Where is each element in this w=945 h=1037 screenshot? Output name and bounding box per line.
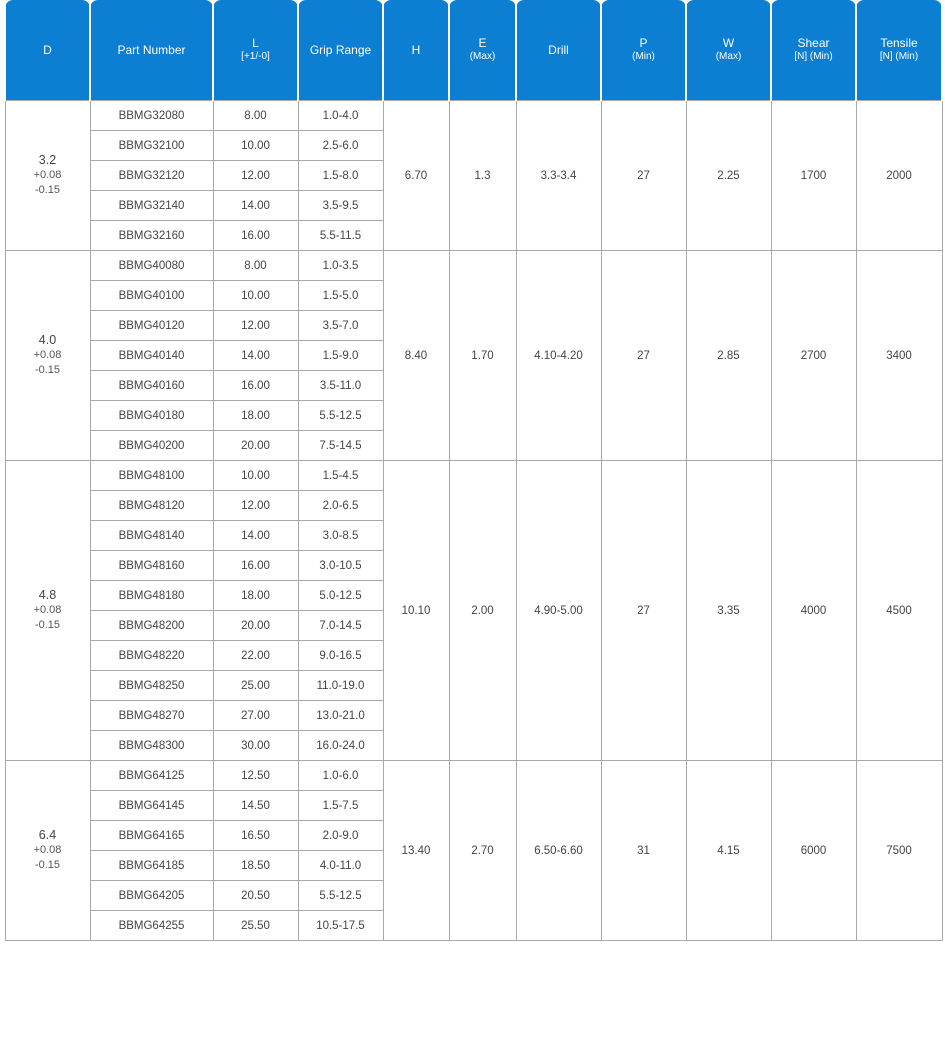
column-header	[516, 0, 601, 101]
e-max-cell: 2.00	[449, 461, 516, 761]
grip-range-cell: 13.0-21.0	[298, 701, 383, 731]
tensile-cell: 3400	[856, 251, 942, 461]
diameter-tolerance-minus: -0.15	[34, 619, 61, 631]
column-header	[383, 0, 449, 101]
column-header-label: Drill	[548, 43, 569, 57]
part-number-cell: BBMG64165	[90, 821, 213, 851]
column-header-label: Part Number	[117, 43, 186, 57]
diameter-tolerance-plus: +0.08	[33, 604, 62, 616]
shear-cell: 4000	[771, 461, 856, 761]
part-number-cell: BBMG32080	[90, 101, 213, 131]
diameter-tolerance-plus: +0.08	[33, 169, 62, 181]
part-number-cell: BBMG48140	[90, 521, 213, 551]
grip-range-cell: 5.0-12.5	[298, 581, 383, 611]
grip-range-cell: 2.0-9.0	[298, 821, 383, 851]
column-header-label: H	[411, 43, 421, 57]
diameter-cell	[5, 761, 90, 941]
grip-range-cell: 3.0-8.5	[298, 521, 383, 551]
column-header-unit: (Max)	[469, 51, 496, 62]
grip-range-cell: 9.0-16.5	[298, 641, 383, 671]
grip-range-cell: 2.0-6.5	[298, 491, 383, 521]
head-h-cell: 6.70	[383, 101, 449, 251]
column-header	[213, 0, 298, 101]
length-cell: 12.00	[213, 161, 298, 191]
length-cell: 25.00	[213, 671, 298, 701]
length-cell: 10.00	[213, 131, 298, 161]
length-cell: 22.00	[213, 641, 298, 671]
length-cell: 14.00	[213, 341, 298, 371]
part-number-cell: BBMG64125	[90, 761, 213, 791]
grip-range-cell: 3.5-11.0	[298, 371, 383, 401]
tensile-cell: 4500	[856, 461, 942, 761]
part-number-cell: BBMG48200	[90, 611, 213, 641]
part-number-cell: BBMG40100	[90, 281, 213, 311]
grip-range-cell: 11.0-19.0	[298, 671, 383, 701]
diameter-tolerance-plus: +0.08	[33, 349, 62, 361]
length-cell: 30.00	[213, 731, 298, 761]
drill-cell: 4.10-4.20	[516, 251, 601, 461]
length-cell: 16.00	[213, 551, 298, 581]
part-number-cell: BBMG48180	[90, 581, 213, 611]
grip-range-cell: 4.0-11.0	[298, 851, 383, 881]
grip-range-cell: 1.5-7.5	[298, 791, 383, 821]
grip-range-cell: 1.0-6.0	[298, 761, 383, 791]
diameter-cell	[5, 101, 90, 251]
grip-range-cell: 1.5-9.0	[298, 341, 383, 371]
diameter-cell	[5, 461, 90, 761]
p-min-cell: 27	[601, 251, 686, 461]
w-max-cell: 3.35	[686, 461, 771, 761]
drill-cell: 3.3-3.4	[516, 101, 601, 251]
rivet-spec-table-wrap	[4, 0, 941, 941]
grip-range-cell: 5.5-11.5	[298, 221, 383, 251]
length-cell: 20.50	[213, 881, 298, 911]
e-max-cell: 2.70	[449, 761, 516, 941]
tensile-cell: 2000	[856, 101, 942, 251]
part-number-cell: BBMG48160	[90, 551, 213, 581]
length-cell: 14.00	[213, 521, 298, 551]
drill-cell: 6.50-6.60	[516, 761, 601, 941]
column-header-label: Grip Range	[309, 43, 372, 57]
part-number-cell: BBMG40180	[90, 401, 213, 431]
table-row	[5, 761, 942, 791]
column-header-label: E	[478, 36, 487, 50]
grip-range-cell: 1.5-8.0	[298, 161, 383, 191]
part-number-cell: BBMG48270	[90, 701, 213, 731]
part-number-cell: BBMG48100	[90, 461, 213, 491]
table-row	[5, 101, 942, 131]
column-header-unit: [+1/-0]	[241, 51, 270, 62]
grip-range-cell: 3.0-10.5	[298, 551, 383, 581]
column-header-unit: (Min)	[632, 51, 655, 62]
rivet-spec-table	[4, 0, 943, 941]
diameter-tolerance-minus: -0.15	[34, 364, 61, 376]
part-number-cell: BBMG48250	[90, 671, 213, 701]
diameter-value: 6.4	[38, 828, 57, 842]
w-max-cell: 2.25	[686, 101, 771, 251]
grip-range-cell: 7.5-14.5	[298, 431, 383, 461]
column-header	[298, 0, 383, 101]
head-h-cell: 13.40	[383, 761, 449, 941]
diameter-cell	[5, 251, 90, 461]
part-number-cell: BBMG40080	[90, 251, 213, 281]
shear-cell: 1700	[771, 101, 856, 251]
grip-range-cell: 3.5-7.0	[298, 311, 383, 341]
part-number-cell: BBMG40120	[90, 311, 213, 341]
grip-range-cell: 7.0-14.5	[298, 611, 383, 641]
column-header-label: D	[43, 43, 52, 57]
grip-range-cell: 1.5-5.0	[298, 281, 383, 311]
length-cell: 16.50	[213, 821, 298, 851]
drill-cell: 4.90-5.00	[516, 461, 601, 761]
length-cell: 14.00	[213, 191, 298, 221]
length-cell: 12.00	[213, 311, 298, 341]
p-min-cell: 27	[601, 101, 686, 251]
tensile-cell: 7500	[856, 761, 942, 941]
table-header	[5, 0, 942, 101]
grip-range-cell: 5.5-12.5	[298, 881, 383, 911]
grip-range-cell: 1.0-4.0	[298, 101, 383, 131]
w-max-cell: 4.15	[686, 761, 771, 941]
grip-range-cell: 1.0-3.5	[298, 251, 383, 281]
part-number-cell: BBMG32140	[90, 191, 213, 221]
column-header-unit: [N] (Min)	[794, 51, 833, 62]
column-header-unit: (Max)	[715, 51, 742, 62]
column-header-label: Tensile	[880, 36, 918, 50]
length-cell: 18.50	[213, 851, 298, 881]
diameter-tolerance-minus: -0.15	[34, 184, 61, 196]
part-number-cell: BBMG32120	[90, 161, 213, 191]
head-h-cell: 8.40	[383, 251, 449, 461]
table-body	[5, 101, 942, 941]
part-number-cell: BBMG48300	[90, 731, 213, 761]
column-header-label: P	[639, 36, 648, 50]
length-cell: 10.00	[213, 281, 298, 311]
length-cell: 16.00	[213, 221, 298, 251]
length-cell: 18.00	[213, 581, 298, 611]
length-cell: 12.50	[213, 761, 298, 791]
part-number-cell: BBMG64205	[90, 881, 213, 911]
w-max-cell: 2.85	[686, 251, 771, 461]
header-row	[5, 0, 942, 101]
grip-range-cell: 1.5-4.5	[298, 461, 383, 491]
p-min-cell: 31	[601, 761, 686, 941]
column-header	[5, 0, 90, 101]
column-header-label: W	[722, 36, 735, 50]
length-cell: 8.00	[213, 101, 298, 131]
column-header	[601, 0, 686, 101]
column-header-label: L	[252, 36, 259, 50]
part-number-cell: BBMG64255	[90, 911, 213, 941]
grip-range-cell: 10.5-17.5	[298, 911, 383, 941]
grip-range-cell: 5.5-12.5	[298, 401, 383, 431]
part-number-cell: BBMG40200	[90, 431, 213, 461]
length-cell: 18.00	[213, 401, 298, 431]
diameter-tolerance-plus: +0.08	[33, 844, 62, 856]
table-row	[5, 461, 942, 491]
table-row	[5, 251, 942, 281]
length-cell: 10.00	[213, 461, 298, 491]
length-cell: 12.00	[213, 491, 298, 521]
diameter-tolerance-minus: -0.15	[34, 859, 61, 871]
length-cell: 20.00	[213, 611, 298, 641]
diameter-value: 4.0	[38, 333, 57, 347]
diameter-value: 3.2	[38, 153, 57, 167]
head-h-cell: 10.10	[383, 461, 449, 761]
length-cell: 27.00	[213, 701, 298, 731]
part-number-cell: BBMG32100	[90, 131, 213, 161]
column-header	[449, 0, 516, 101]
column-header-unit: [N] (Min)	[879, 51, 919, 62]
shear-cell: 2700	[771, 251, 856, 461]
column-header	[856, 0, 942, 101]
grip-range-cell: 2.5-6.0	[298, 131, 383, 161]
part-number-cell: BBMG48220	[90, 641, 213, 671]
column-header-label: Shear	[797, 36, 830, 50]
grip-range-cell: 16.0-24.0	[298, 731, 383, 761]
part-number-cell: BBMG40140	[90, 341, 213, 371]
length-cell: 14.50	[213, 791, 298, 821]
part-number-cell: BBMG40160	[90, 371, 213, 401]
shear-cell: 6000	[771, 761, 856, 941]
length-cell: 16.00	[213, 371, 298, 401]
column-header	[771, 0, 856, 101]
e-max-cell: 1.70	[449, 251, 516, 461]
column-header	[686, 0, 771, 101]
length-cell: 8.00	[213, 251, 298, 281]
p-min-cell: 27	[601, 461, 686, 761]
part-number-cell: BBMG64185	[90, 851, 213, 881]
grip-range-cell: 3.5-9.5	[298, 191, 383, 221]
e-max-cell: 1.3	[449, 101, 516, 251]
column-header	[90, 0, 213, 101]
part-number-cell: BBMG48120	[90, 491, 213, 521]
length-cell: 25.50	[213, 911, 298, 941]
diameter-value: 4.8	[38, 588, 57, 602]
part-number-cell: BBMG32160	[90, 221, 213, 251]
part-number-cell: BBMG64145	[90, 791, 213, 821]
length-cell: 20.00	[213, 431, 298, 461]
